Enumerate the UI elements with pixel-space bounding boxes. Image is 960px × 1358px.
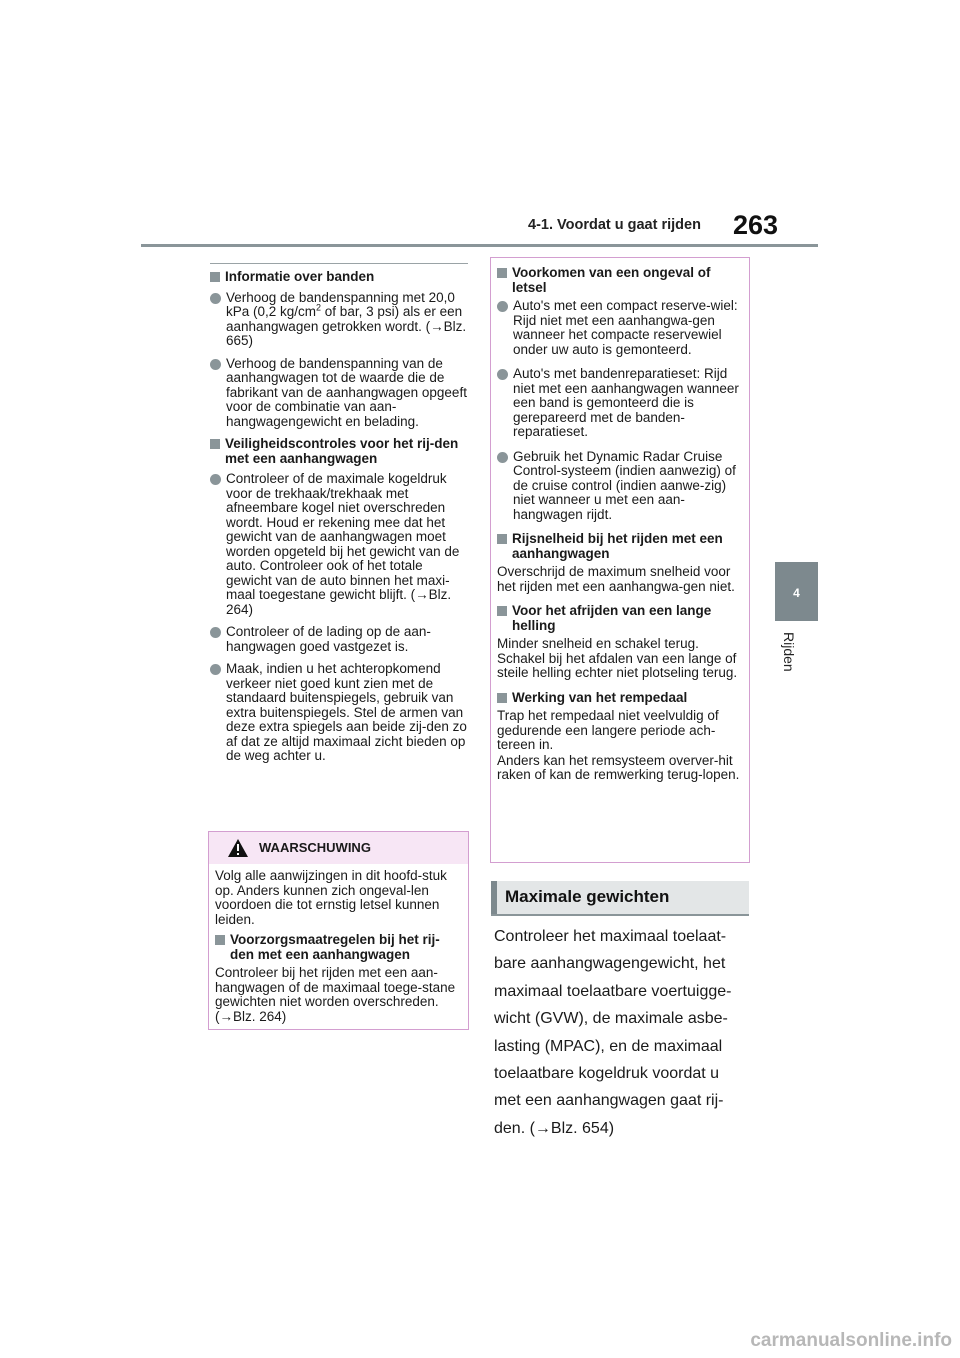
bullet-dot-icon: [210, 474, 221, 485]
section-title-accent: [491, 881, 497, 914]
square-bullet-icon: [210, 272, 220, 282]
bullet-dot-icon: [497, 301, 508, 312]
bullet-item: Auto's met een compact reserve-wiel: Rijd niet met een aanhangwa-gen wanneer het compacte reservewiel onder uw auto is gemonteerd.: [497, 299, 743, 357]
bullet-dot-icon: [497, 369, 508, 380]
warning-subheading: Voorzorgsmaatregelen bij het rij-den met een aanhangwagen: [215, 933, 462, 962]
bullet-item: Auto's met bandenreparatieset: Rijd niet met een aanhangwagen wanneer een band is gemonteerd die is gerepareerd met de banden-reparatieset.: [497, 367, 743, 440]
warning-text: Controleer bij het rijden met een aan-hangwagen of de maximaal toege-stane gewichten niet worden overschreden. (→Blz. 264): [215, 965, 456, 1024]
chapter-title: 4-1. Voordat u gaat rijden: [528, 217, 701, 233]
square-bullet-icon: [497, 268, 507, 278]
square-bullet-icon: [497, 606, 507, 616]
warning-title: WAARSCHUWING: [259, 840, 371, 855]
box-paragraph: Trap het rempedaal niet veelvuldig of gedurende een langere periode ach-tereen in.: [497, 708, 719, 752]
chapter-tab[interactable]: [775, 562, 818, 621]
page-number: 263: [733, 210, 779, 240]
section-title: Maximale gewichten: [505, 887, 670, 906]
section-title-bar: [491, 881, 749, 916]
section-heading: Informatie over banden: [210, 270, 468, 285]
section-heading: Veiligheidscontroles voor het rij-den met een aanhangwagen: [210, 437, 468, 466]
square-bullet-icon: [497, 693, 507, 703]
warning-intro: Volg alle aanwijzingen in dit hoofd-stuk op. Anders kunnen zich ongeval-len voordoen die tot ernstig letsel kunnen leiden.: [215, 868, 447, 927]
chapter-tab-label: Rijden: [781, 632, 797, 672]
bullet-item: Gebruik het Dynamic Radar Cruise Control-systeem (indien aanwezig) of de cruise control (indien aanwe-zig) niet wanneer u met een aan-hangwagen rijdt.: [497, 450, 743, 523]
warning-body: [209, 864, 468, 1024]
bullet-item: Controleer of de maximale kogeldruk voor de trekhaak/trekhaak met afneembare kogel niet overschreden wordt. Houd er rekening mee dat het gewicht van de aanhangwagen moet worden opgeteld bij het gewicht van de auto. Controleer ook of het totale gewicht van de auto binnen het maxi-maal toegestane gewicht blijft. (→Blz. 264): [210, 472, 468, 617]
box-heading: Rijsnelheid bij het rijden met een aanhangwagen: [497, 532, 743, 561]
bullet-dot-icon: [210, 627, 221, 638]
bullet-item: Verhoog de bandenspanning van de aanhangwagen tot de waarde die de fabrikant van de aanhangwagen opgeeft voor de combinatie van aan-hangwagengewicht en belading.: [210, 357, 468, 430]
watermark: carmanualsonline.info: [750, 1330, 952, 1351]
column-top-rule: [210, 263, 468, 264]
square-bullet-icon: [210, 439, 220, 449]
header-divider: [141, 244, 818, 247]
bullet-item: Controleer of de lading op de aan-hangwagen goed vastgezet is.: [210, 625, 468, 654]
box-heading: Voorkomen van een ongeval of letsel: [497, 266, 743, 295]
bullet-dot-icon: [210, 359, 221, 370]
caution-box: [490, 257, 750, 863]
chapter-tab-number: 4: [793, 586, 800, 600]
warning-box: [208, 831, 469, 1030]
bullet-dot-icon: [210, 293, 221, 304]
box-heading: Voor het afrijden van een lange helling: [497, 604, 743, 633]
bullet-item: Maak, indien u het achteropkomend verkeer niet goed kunt zien met de standaard buitenspiegels, gebruik van extra buitenspiegels. Stel de armen van deze extra spiegels aan beide zij-den zo af dat ze altijd maximaal zicht bieden op de weg achter u.: [210, 662, 468, 764]
box-paragraph: Overschrijd de maximum snelheid voor het rijden met een aanhangwa-gen niet.: [497, 564, 735, 594]
bullet-item: Verhoog de bandenspanning met 20,0 kPa (0,2 $kg/cm^2$ of bar, 3 psi) als er een aanhangwagen getrokken wordt. (→Blz. 665): [210, 291, 468, 349]
square-bullet-icon: [215, 935, 225, 945]
left-column: [210, 263, 468, 772]
warning-header: [209, 832, 468, 864]
box-paragraph: Anders kan het remsysteem overver-hit raken of kan de remwerking terug-lopen.: [497, 752, 740, 782]
bullet-dot-icon: [210, 664, 221, 675]
bullet-dot-icon: [497, 452, 508, 463]
square-bullet-icon: [497, 534, 507, 544]
warning-triangle-icon: [227, 838, 249, 858]
box-paragraph: Minder snelheid en schakel terug. Schakel bij het afdalen van een lange of steile helling echter niet plotseling terug.: [497, 636, 738, 680]
box-heading: Werking van het rempedaal: [497, 691, 743, 706]
section-body: Controleer het maximaal toelaat-bare aanhangwagengewicht, het maximaal toelaatbare voertuigge-wicht (GVW), de maximale asbe-lasting (MPAC), en de maximaal toelaatbare kogeldruk voordat u met een aanhangwagen gaat rij-den. (→Blz. 654): [494, 928, 732, 1137]
